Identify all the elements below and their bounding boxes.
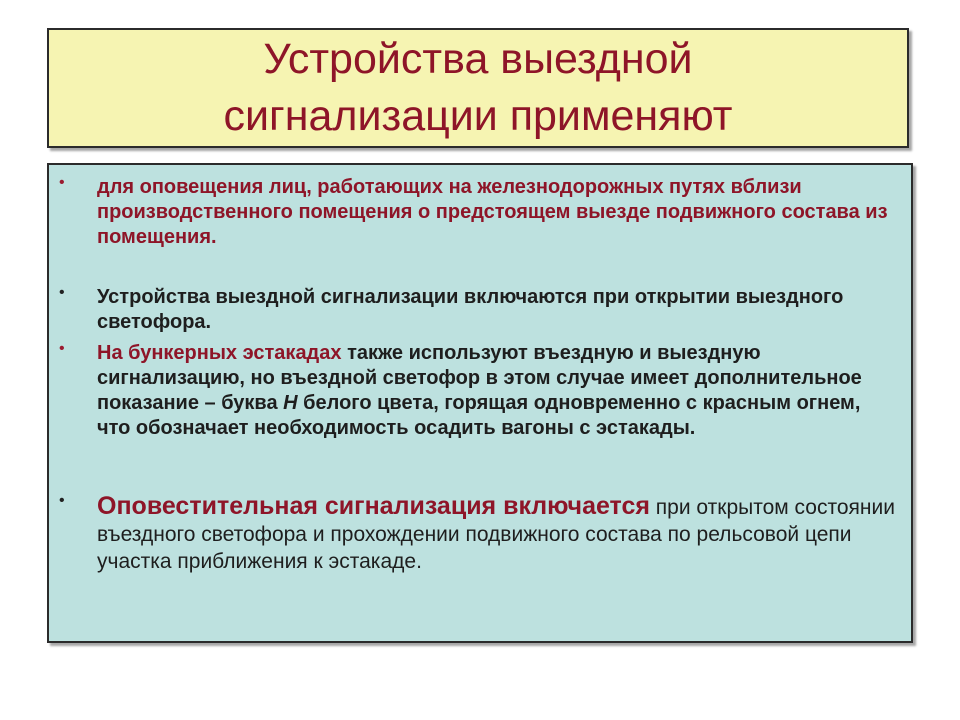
bullet-text-4a: при открытом состоянии въездного светофора и прохождении подвижного состава по рельсовой цепи участка приближения к эстакаде. [97,496,895,573]
bullet-text-1: для оповещения лиц, работающих на железнодорожных путях вблизи производственного помещения о предстоящем выезде подвижного состава из помещения. [97,176,888,248]
bullet-text-4 [97,493,897,575]
slide-title-line-1: Устройства выездной [263,35,693,83]
bullet-dot-icon: • [59,174,65,191]
bullet-dot-icon: • [59,492,65,509]
bullet-text-3b: белого цвета, горящая одновременно с красным огнем, что обозначает необходимость осадить вагоны с эстакады. [97,392,861,439]
bullet-highlight-4: Оповестительная сигнализация включается [97,492,650,520]
title-box [47,28,909,148]
bullet-text-2: Устройства выездной сигнализации включаются при открытии выездного светофора. [97,286,844,333]
slide-title [224,31,733,145]
bullet-dot-icon: • [59,284,65,301]
bullet-dot-icon: • [59,340,65,357]
bullet-italic-letter: Н [283,392,298,414]
bullet-text-3a: также используют въездную и выездную сигнализацию, но въездной светофор в этом случае имеет дополнительное показание – буква [97,342,862,414]
bullet-text-3 [97,341,897,441]
content-box [47,163,913,643]
slide-title-line-2: сигнализации применяют [223,92,733,140]
bullet-highlight-3: На бункерных эстакадах [97,342,342,364]
